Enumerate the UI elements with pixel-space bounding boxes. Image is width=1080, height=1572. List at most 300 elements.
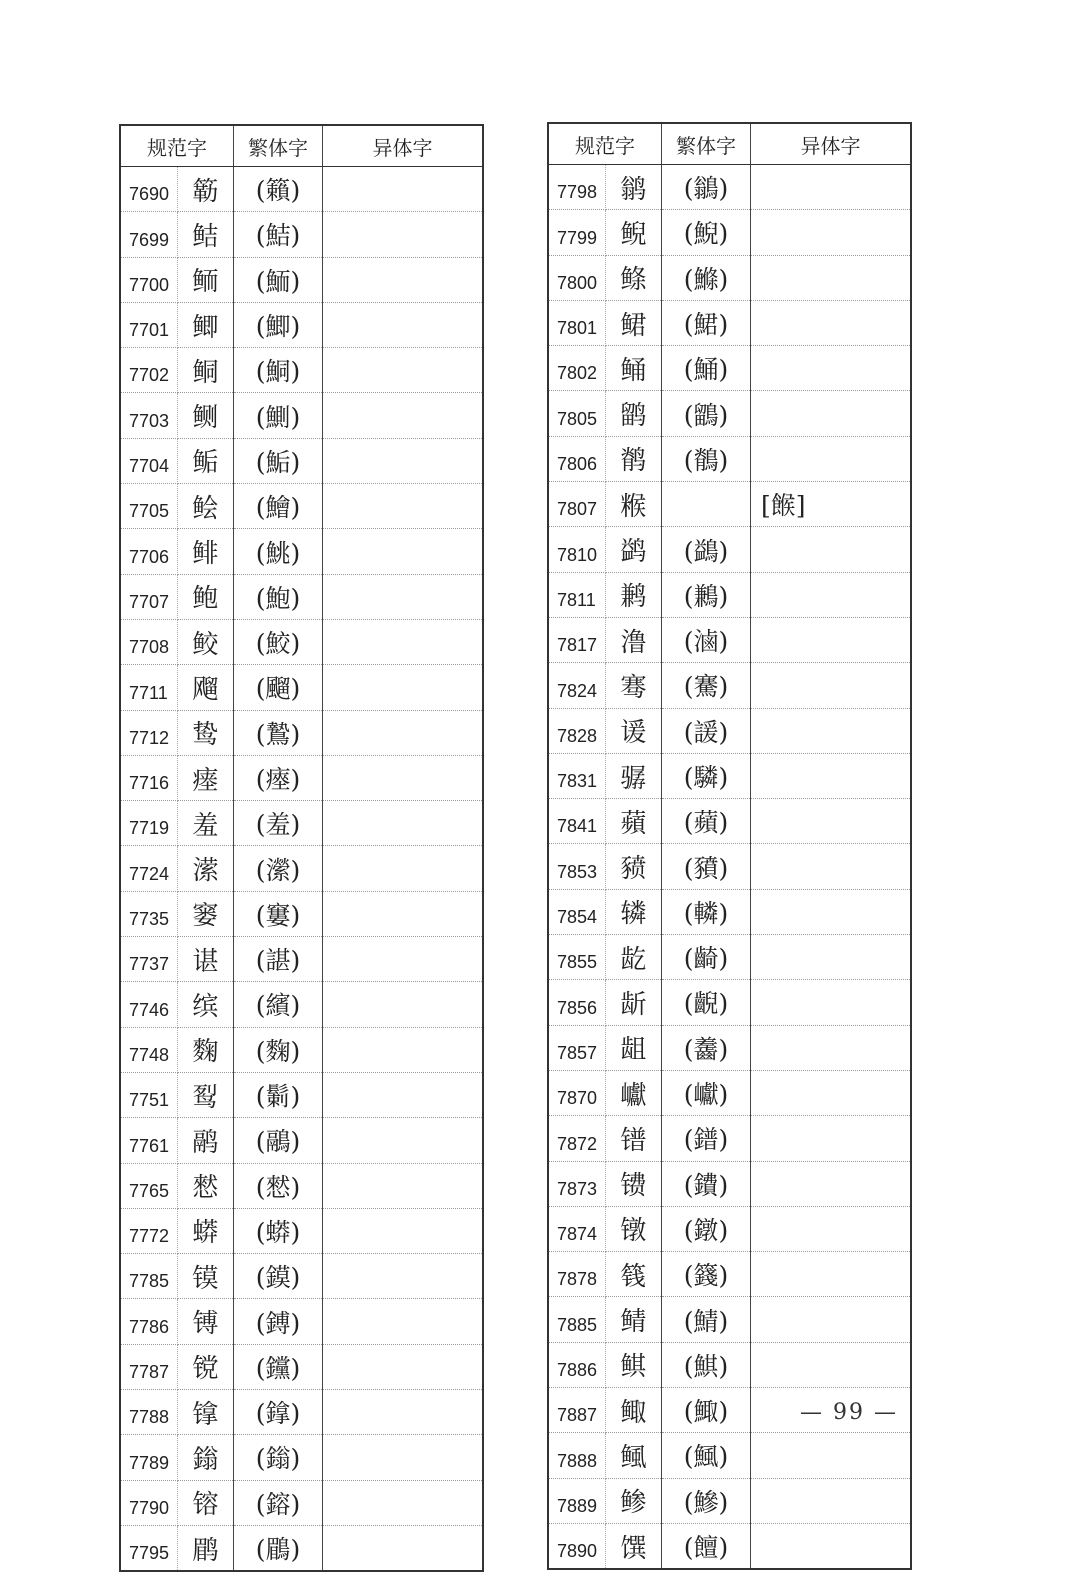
table-row	[549, 1342, 910, 1387]
table-row	[121, 393, 482, 438]
standard-char: 辚	[605, 889, 661, 934]
variant-char	[751, 210, 911, 255]
variant-char	[751, 1116, 911, 1161]
table-row	[549, 210, 910, 255]
char-number: 7699	[121, 212, 177, 257]
char-number: 7705	[121, 484, 177, 529]
char-number: 7724	[121, 846, 177, 891]
char-number: 7856	[549, 980, 605, 1025]
standard-char: 鹡	[605, 436, 661, 481]
standard-char: 鲙	[177, 484, 233, 529]
traditional-char: (瘞)	[234, 755, 323, 800]
table-row	[549, 255, 910, 300]
table-row	[549, 527, 910, 572]
table-row	[549, 663, 910, 708]
standard-char: 瘗	[177, 755, 233, 800]
traditional-char: (鮞)	[234, 257, 323, 302]
traditional-char: (鮚)	[234, 212, 323, 257]
standard-char: 麴	[177, 1027, 233, 1072]
variant-char	[323, 1390, 483, 1435]
standard-char: 镦	[605, 1206, 661, 1251]
variant-char	[323, 619, 483, 664]
traditional-char: (鮡)	[234, 529, 323, 574]
variant-char	[323, 167, 483, 212]
variant-char	[323, 529, 483, 574]
traditional-char: (鎛)	[234, 1299, 323, 1344]
char-number: 7703	[121, 393, 177, 438]
table-header-row	[121, 126, 482, 167]
standard-char: 鲰	[605, 1388, 661, 1433]
table-row	[549, 708, 910, 753]
variant-char	[751, 980, 911, 1025]
standard-char: 龂	[605, 980, 661, 1025]
table-row	[121, 438, 482, 483]
table-row	[121, 710, 482, 755]
char-number: 7765	[121, 1163, 177, 1208]
standard-char: 憖	[177, 1163, 233, 1208]
variant-char	[751, 255, 911, 300]
traditional-char: (鮦)	[234, 348, 323, 393]
traditional-char: (齮)	[662, 935, 751, 980]
table-row	[121, 665, 482, 710]
standard-char: 骞	[605, 663, 661, 708]
variant-char	[751, 1025, 911, 1070]
char-number: 7853	[549, 844, 605, 889]
traditional-char: (鶲)	[662, 165, 751, 210]
standard-char: 镎	[177, 1390, 233, 1435]
standard-char: 澛	[605, 617, 661, 662]
char-number: 7707	[121, 574, 177, 619]
header-traditional: 繁体字	[234, 126, 323, 167]
table-row	[121, 1435, 482, 1480]
standard-char: 糇	[605, 482, 661, 527]
char-number: 7810	[549, 527, 605, 572]
standard-char: 谖	[605, 708, 661, 753]
table-row	[121, 212, 482, 257]
traditional-char: (鎔)	[234, 1480, 323, 1525]
standard-char: 鹣	[605, 572, 661, 617]
traditional-char: (麴)	[234, 1027, 323, 1072]
standard-char: 鹠	[605, 391, 661, 436]
char-number: 7872	[549, 1116, 605, 1161]
traditional-char: (鎓)	[234, 1435, 323, 1480]
char-number: 7888	[549, 1433, 605, 1478]
traditional-char: (鬎)	[234, 1072, 323, 1117]
char-number: 7708	[121, 619, 177, 664]
standard-char: 豮	[605, 844, 661, 889]
standard-char: 鲗	[177, 393, 233, 438]
table-row	[549, 799, 910, 844]
traditional-char: (蟒)	[234, 1208, 323, 1253]
table-row	[549, 1070, 910, 1115]
variant-char	[323, 302, 483, 347]
char-number: 7805	[549, 391, 605, 436]
traditional-char: (豶)	[662, 844, 751, 889]
standard-char: 鲒	[177, 212, 233, 257]
char-number: 7885	[549, 1297, 605, 1342]
header-standard: 规范字	[121, 126, 234, 167]
table-row	[549, 300, 910, 345]
table-row	[549, 1478, 910, 1523]
standard-char: 潆	[177, 846, 233, 891]
traditional-char: (饘)	[662, 1523, 751, 1568]
variant-char	[323, 1254, 483, 1299]
table-row	[121, 1525, 482, 1570]
traditional-char: (鯴)	[662, 1433, 751, 1478]
table-row	[121, 1390, 482, 1435]
standard-char: 鲍	[177, 574, 233, 619]
char-number: 7772	[121, 1208, 177, 1253]
variant-char	[751, 1523, 911, 1568]
traditional-char: (羞)	[234, 801, 323, 846]
traditional-char: (繽)	[234, 982, 323, 1027]
table-row	[121, 1118, 482, 1163]
char-number: 7802	[549, 346, 605, 391]
variant-char	[323, 801, 483, 846]
traditional-char: (鶼)	[662, 572, 751, 617]
char-number: 7746	[121, 982, 177, 1027]
table-row	[121, 619, 482, 664]
char-number: 7761	[121, 1118, 177, 1163]
variant-char	[323, 1027, 483, 1072]
variant-char	[323, 891, 483, 936]
variant-char	[751, 935, 911, 980]
char-number: 7786	[121, 1299, 177, 1344]
char-number: 7886	[549, 1342, 605, 1387]
standard-char: 篯	[605, 1252, 661, 1297]
table-row	[121, 348, 482, 393]
header-variant: 异体字	[751, 124, 911, 165]
variant-char	[751, 1478, 911, 1523]
char-number: 7706	[121, 529, 177, 574]
char-number: 7690	[121, 167, 177, 212]
table-row	[549, 617, 910, 662]
table-row	[549, 753, 910, 798]
char-number: 7790	[121, 1480, 177, 1525]
traditional-char: (諼)	[662, 708, 751, 753]
char-number: 7873	[549, 1161, 605, 1206]
table-header-row	[549, 124, 910, 165]
variant-char	[323, 937, 483, 982]
char-number: 7735	[121, 891, 177, 936]
char-number: 7801	[549, 300, 605, 345]
traditional-char: (鮫)	[234, 619, 323, 664]
variant-char	[323, 1435, 483, 1480]
traditional-char: (鶺)	[662, 436, 751, 481]
variant-char	[751, 1342, 911, 1387]
traditional-char: (籛)	[662, 1252, 751, 1297]
char-number: 7737	[121, 937, 177, 982]
variant-char	[323, 710, 483, 755]
variant-char	[323, 846, 483, 891]
standard-char: 鲹	[605, 1478, 661, 1523]
char-number: 7798	[549, 165, 605, 210]
char-number: 7716	[121, 755, 177, 800]
table-row	[121, 1480, 482, 1525]
variant-char	[323, 665, 483, 710]
standard-char: 簕	[177, 167, 233, 212]
traditional-char: (鯽)	[234, 302, 323, 347]
table-row	[121, 801, 482, 846]
traditional-char: (鷊)	[234, 1118, 323, 1163]
table-row	[549, 1206, 910, 1251]
table-row	[121, 937, 482, 982]
table-row	[121, 1072, 482, 1117]
variant-char	[751, 844, 911, 889]
table-row	[121, 574, 482, 619]
standard-char: 䴕	[177, 1072, 233, 1117]
variant-char	[751, 753, 911, 798]
char-number: 7878	[549, 1252, 605, 1297]
char-number: 7807	[549, 482, 605, 527]
table-row	[121, 167, 482, 212]
char-number: 7704	[121, 438, 177, 483]
variant-char	[323, 212, 483, 257]
standard-char: 飗	[177, 665, 233, 710]
char-number: 7719	[121, 801, 177, 846]
char-number: 7855	[549, 935, 605, 980]
variant-char: [餱]	[751, 482, 911, 527]
traditional-char: (鰷)	[662, 255, 751, 300]
traditional-char: (憖)	[234, 1163, 323, 1208]
char-number: 7712	[121, 710, 177, 755]
traditional-char: (鐠)	[662, 1116, 751, 1161]
standard-char: 鸷	[177, 710, 233, 755]
table-row	[121, 982, 482, 1027]
variant-char	[751, 572, 911, 617]
traditional-char: (籟)	[234, 167, 323, 212]
table-row	[121, 891, 482, 936]
standard-char: 镕	[177, 1480, 233, 1525]
traditional-char: (鎿)	[234, 1390, 323, 1435]
traditional-char: (鐨)	[662, 1161, 751, 1206]
char-number: 7811	[549, 572, 605, 617]
traditional-char: (鐓)	[662, 1206, 751, 1251]
variant-char	[323, 1344, 483, 1389]
right-character-table	[547, 122, 912, 1570]
variant-char	[751, 1297, 911, 1342]
traditional-char: (鷁)	[662, 527, 751, 572]
table-row	[121, 1299, 482, 1344]
standard-char: 窭	[177, 891, 233, 936]
variant-char	[323, 393, 483, 438]
traditional-char: (諶)	[234, 937, 323, 982]
standard-char: 鲬	[605, 346, 661, 391]
standard-char: 镨	[605, 1116, 661, 1161]
traditional-char: (钂)	[234, 1344, 323, 1389]
standard-char: 镋	[177, 1344, 233, 1389]
char-number: 7787	[121, 1344, 177, 1389]
standard-char: 蟒	[177, 1208, 233, 1253]
char-number: 7788	[121, 1390, 177, 1435]
variant-char	[751, 1161, 911, 1206]
table-row	[121, 302, 482, 347]
header-variant: 异体字	[323, 126, 483, 167]
table-row	[549, 1252, 910, 1297]
char-number: 7711	[121, 665, 177, 710]
traditional-char: (鮜)	[234, 438, 323, 483]
standard-char: 鹟	[605, 165, 661, 210]
variant-char	[323, 1163, 483, 1208]
variant-char	[751, 1433, 911, 1478]
header-standard: 规范字	[549, 124, 662, 165]
standard-char: 鲺	[605, 1433, 661, 1478]
table-row	[549, 1161, 910, 1206]
variant-char	[323, 982, 483, 1027]
char-number: 7795	[121, 1525, 177, 1570]
variant-char	[751, 663, 911, 708]
table-row	[549, 572, 910, 617]
standard-char: 鹛	[177, 1525, 233, 1570]
traditional-char: (滷)	[662, 617, 751, 662]
variant-char	[751, 300, 911, 345]
traditional-char: (鏌)	[234, 1254, 323, 1299]
variant-char	[323, 1525, 483, 1570]
char-number: 7890	[549, 1523, 605, 1568]
variant-char	[751, 799, 911, 844]
traditional-char: (鮑)	[234, 574, 323, 619]
table-row	[549, 1116, 910, 1161]
traditional-char: (鱠)	[234, 484, 323, 529]
variant-char	[751, 617, 911, 662]
traditional-char	[662, 482, 751, 527]
variant-char	[323, 574, 483, 619]
traditional-char: (騫)	[662, 663, 751, 708]
traditional-char: (瀠)	[234, 846, 323, 891]
char-number: 7854	[549, 889, 605, 934]
header-traditional: 繁体字	[662, 124, 751, 165]
table-row	[549, 165, 910, 210]
variant-char	[323, 755, 483, 800]
variant-char	[751, 1206, 911, 1251]
char-number: 7789	[121, 1435, 177, 1480]
traditional-char: (巘)	[662, 1070, 751, 1115]
char-number: 7828	[549, 708, 605, 753]
char-number: 7785	[121, 1254, 177, 1299]
variant-char	[751, 1070, 911, 1115]
table-row	[121, 1208, 482, 1253]
char-number: 7748	[121, 1027, 177, 1072]
standard-char: 羞	[177, 801, 233, 846]
standard-char: 镈	[177, 1299, 233, 1344]
variant-char	[751, 527, 911, 572]
char-number: 7889	[549, 1478, 605, 1523]
table-row	[549, 1025, 910, 1070]
standard-char: 鲱	[177, 529, 233, 574]
table-row	[549, 889, 910, 934]
char-number: 7700	[121, 257, 177, 302]
traditional-char: (驎)	[662, 753, 751, 798]
standard-char: 镄	[605, 1161, 661, 1206]
table-row	[121, 755, 482, 800]
table-row	[549, 844, 910, 889]
char-number: 7751	[121, 1072, 177, 1117]
traditional-char: (齯)	[662, 980, 751, 1025]
variant-char	[323, 1208, 483, 1253]
variant-char	[751, 1252, 911, 1297]
standard-char: 龁	[605, 935, 661, 980]
traditional-char: (鰂)	[234, 393, 323, 438]
variant-char	[323, 1072, 483, 1117]
table-row	[121, 529, 482, 574]
traditional-char: (鮶)	[662, 300, 751, 345]
table-row	[549, 980, 910, 1025]
traditional-char: (鯒)	[662, 346, 751, 391]
table-row	[121, 1254, 482, 1299]
standard-char: 鲘	[177, 438, 233, 483]
table-row	[121, 1344, 482, 1389]
char-number: 7874	[549, 1206, 605, 1251]
traditional-char: (鯕)	[662, 1342, 751, 1387]
standard-char: 鹝	[177, 1118, 233, 1163]
standard-char: 馔	[605, 1523, 661, 1568]
char-number: 7870	[549, 1070, 605, 1115]
standard-char: 鲪	[605, 300, 661, 345]
traditional-char: (蘋)	[662, 799, 751, 844]
variant-char	[751, 436, 911, 481]
standard-char: 鲭	[605, 1297, 661, 1342]
variant-char	[323, 257, 483, 302]
traditional-char: (鷙)	[234, 710, 323, 755]
page-number: — 99 —	[800, 1400, 898, 1425]
standard-char: 鲫	[177, 302, 233, 347]
standard-char: 龃	[605, 1025, 661, 1070]
traditional-char: (鯫)	[662, 1388, 751, 1433]
traditional-char: (鶹)	[662, 391, 751, 436]
char-number: 7887	[549, 1388, 605, 1433]
standard-char: 鲦	[605, 255, 661, 300]
left-character-table	[119, 124, 484, 1572]
table-row	[549, 1297, 910, 1342]
variant-char	[323, 348, 483, 393]
variant-char	[751, 889, 911, 934]
standard-char: 缤	[177, 982, 233, 1027]
variant-char	[323, 1480, 483, 1525]
variant-char	[751, 346, 911, 391]
variant-char	[751, 708, 911, 753]
table-row	[121, 846, 482, 891]
standard-char: 鲵	[605, 210, 661, 255]
standard-char: 鹢	[605, 527, 661, 572]
char-number: 7799	[549, 210, 605, 255]
char-number: 7841	[549, 799, 605, 844]
traditional-char: (鯢)	[662, 210, 751, 255]
table-row	[549, 1523, 910, 1568]
table-row	[121, 257, 482, 302]
variant-char	[751, 165, 911, 210]
traditional-char: (轔)	[662, 889, 751, 934]
standard-char: 鲖	[177, 348, 233, 393]
variant-char	[323, 484, 483, 529]
standard-char: 鲛	[177, 619, 233, 664]
table-row	[121, 1163, 482, 1208]
table-row	[549, 482, 910, 527]
traditional-char: (鯖)	[662, 1297, 751, 1342]
standard-char: 谌	[177, 937, 233, 982]
standard-char: 鲯	[605, 1342, 661, 1387]
traditional-char: (鶥)	[234, 1525, 323, 1570]
standard-char: 巘	[605, 1070, 661, 1115]
table-row	[549, 1433, 910, 1478]
traditional-char: (窶)	[234, 891, 323, 936]
standard-char: 鲕	[177, 257, 233, 302]
standard-char: 骣	[605, 753, 661, 798]
table-row	[549, 935, 910, 980]
variant-char	[323, 1118, 483, 1163]
table-row	[549, 436, 910, 481]
char-number: 7800	[549, 255, 605, 300]
char-number: 7857	[549, 1025, 605, 1070]
